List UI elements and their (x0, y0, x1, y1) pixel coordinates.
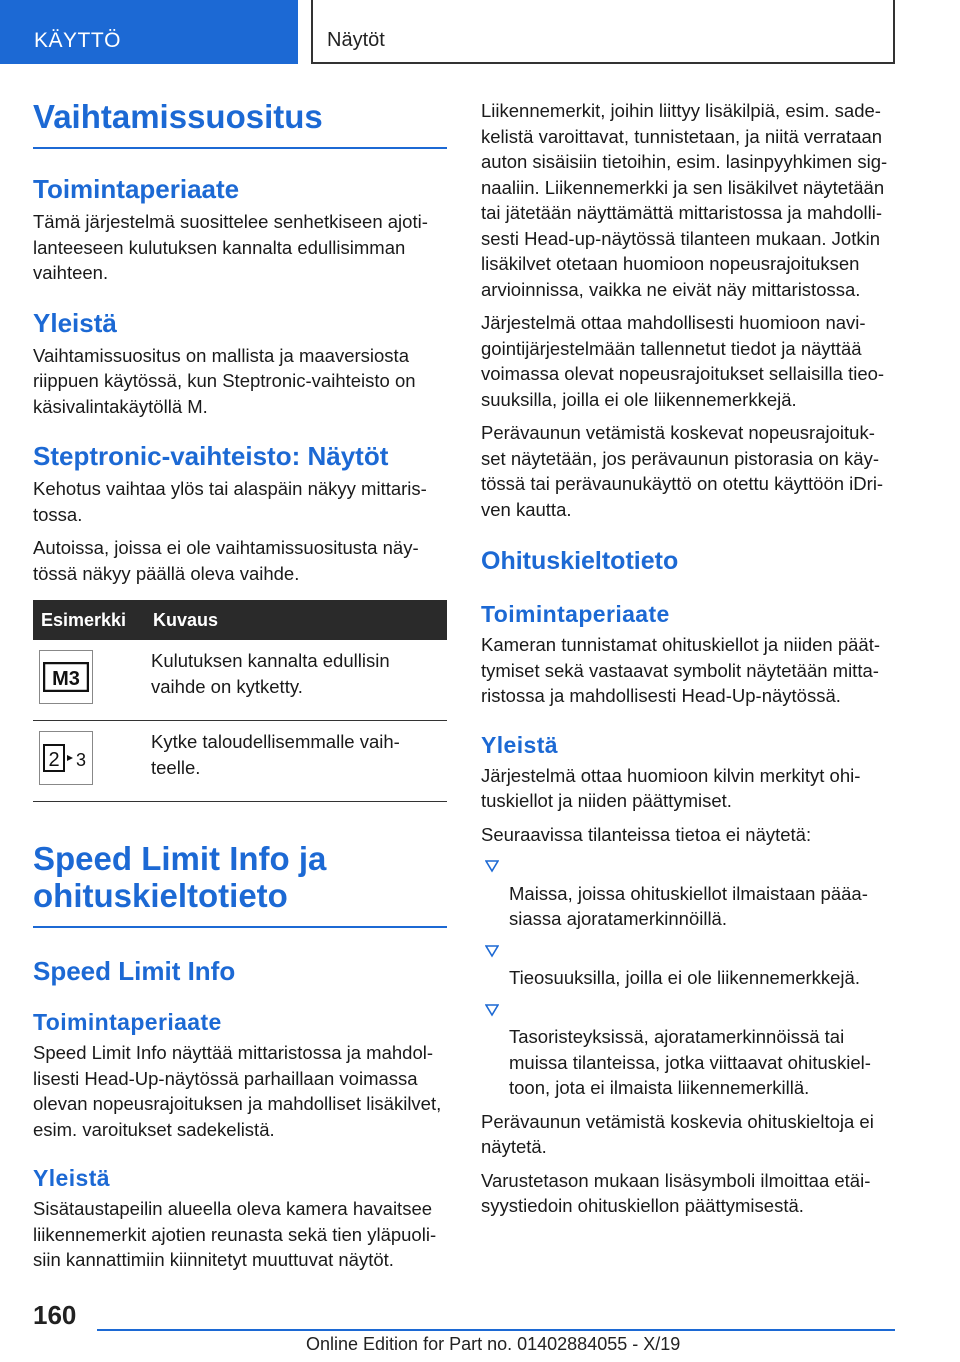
section-title-speed-limit-info: Speed Limit Info ja ohituskieltotieto (33, 840, 327, 914)
list-item (481, 855, 895, 932)
list-item-text: Maissa, joissa ohituskiellot ilmaistaan pääa- siassa ajoratamerkinnöillä. (509, 882, 868, 929)
heading-ohituskieltotieto: Ohituskieltotieto (481, 547, 679, 575)
subheading-yleista: Yleistä (481, 731, 558, 758)
subheading-yleista: Yleistä (33, 1165, 110, 1191)
table-cell-icon (33, 721, 145, 802)
table-header-esimerkki: Esimerkki (33, 600, 145, 640)
paragraph-navigointi: Järjestelmä ottaa mahdollisesti huomioon navi- gointijärjestelmään tallennetut tiedot ja näyttää voimassa olevat nopeusrajoitukset sellaisilla tieo- suuksilla, joilla ei ole liikennemerkkejä. (481, 312, 885, 410)
triangle-bullet-icon (485, 1003, 499, 1017)
heading-yleista: Yleistä (33, 307, 117, 338)
table-cell-desc: Kytke taloudellisemmalle vaih- teelle. (145, 721, 447, 802)
list-item-text: Tieosuuksilla, joilla ei ole liikennemerkkejä. (509, 967, 860, 988)
paragraph-liikennemerkit: Liikennemerkit, joihin liittyy lisäkilpiä, esim. sade- kelistä varoittavat, tunnistetaan, ja niitä verrataan auton sisäisiin tietoihin, esim. lasinpyyhkimen sig- naaliin. Liikennemerkki ja sen lisäkilvet näytetään tai jätetään näyttämättä mittaristossa ja mahdolli- sesti Head-up-näytössä tilanteen mukaan. Jotkin lisäkilvet otetaan huomioon nopeusrajoituksen arvioinnissa, vaikka ne eivät näy mittaristossa. (481, 100, 888, 300)
list-item-text: Tasoristeyksissä, ajoratamerkinnöissä tai muissa tilanteissa, jotka viittaavat ohituskiel- toon, jota ei ilmaista liikennemerkillä. (509, 1026, 871, 1098)
example-table (33, 600, 447, 802)
left-column (33, 98, 447, 1273)
bullet-list (481, 855, 895, 1101)
section-title-vaihtamissuositus: Vaihtamissuositus (33, 98, 323, 135)
table-row (33, 721, 447, 802)
upshift-2-to-3-icon (39, 731, 93, 785)
paragraph-seuraavissa: Seuraavissa tilanteissa tietoa ei näytetä: (481, 823, 812, 845)
table-cell-icon (33, 640, 145, 721)
paragraph-ohitus-toimintaperiaate: Kameran tunnistamat ohituskiellot ja niiden päät- tymiset sekä vastaavat symbolit näytetään mitta- ristossa ja mahdollisesti Head-Up-näytössä. (481, 634, 881, 706)
paragraph-steptronic-1: Kehotus vaihtaa ylös tai alaspäin näkyy mittaris- tossa. (33, 478, 427, 525)
table-header-row (33, 600, 447, 640)
svg-text:M3: M3 (52, 668, 80, 690)
paragraph-varustetaso: Varustetason mukaan lisäsymboli ilmoittaa etäi- syystiedoin ohituskiellon päättymisestä. (481, 1169, 871, 1216)
paragraph-yleista: Vaihtamissuositus on mallista ja maaversiosta riippuen käytössä, kun Steptronic-vaihteisto on käsivalintakäytöllä M. (33, 344, 416, 417)
subheading-toimintaperiaate: Toimintaperiaate (481, 601, 670, 627)
heading-speed-limit-info: Speed Limit Info (33, 956, 236, 986)
triangle-bullet-icon (485, 859, 499, 873)
paragraph-sli-toimintaperiaate: Speed Limit Info näyttää mittaristossa ja mahdol- lisesti Head-Up-näytössä parhaillaan voimassa olevan nopeusrajoituksen ja mahdolliset lisäkilvet, esim. varoitukset sadekelistä. (33, 1042, 442, 1140)
paragraph-toimintaperiaate: Tämä järjestelmä suosittelee senhetkiseen ajoti- lanteeseen kulutuksen kannalta edullisimman vaihteen. (33, 211, 428, 283)
table-header-kuvaus: Kuvaus (145, 600, 447, 640)
svg-text:3: 3 (75, 750, 87, 770)
footer-edition: Online Edition for Part no. 01402884055 - X/19 (306, 1334, 681, 1354)
list-item (481, 999, 895, 1101)
heading-toimintaperiaate: Toimintaperiaate (33, 174, 240, 204)
header-chapter-tab: Näytöt (311, 0, 895, 64)
right-column (481, 98, 895, 1219)
paragraph-sli-yleista: Sisätaustapeilin alueella oleva kamera havaitsee liikennemerkit ajotien reunasta sekä tien yläpuoli- siin kannattimiin kiinnitetyt muuttuvat näytöt. (33, 1198, 437, 1270)
footer-rule (97, 1329, 895, 1331)
heading-steptronic: Steptronic-vaihteisto: Näytöt (33, 441, 389, 471)
triangle-bullet-icon (485, 944, 499, 958)
svg-text:2: 2 (48, 749, 60, 771)
header-section-tab: KÄYTTÖ (0, 0, 298, 64)
title-rule (33, 147, 447, 149)
subheading-toimintaperiaate: Toimintaperiaate (33, 1009, 222, 1035)
table-row (33, 640, 447, 721)
paragraph-steptronic-2: Autoissa, joissa ei ole vaihtamissuositusta näy- tössä näkyy päällä oleva vaihde. (33, 537, 419, 584)
page-number: 160 (33, 1300, 77, 1330)
gear-m3-icon (39, 650, 93, 704)
title-rule (33, 926, 447, 928)
paragraph-peravaunu-ohitus: Perävaunun vetämistä koskevia ohituskieltoja ei näytetä. (481, 1110, 874, 1157)
list-item (481, 940, 895, 991)
paragraph-ohitus-yleista: Järjestelmä ottaa huomioon kilvin merkityt ohi- tuskiellot ja niiden päättymiset. (481, 764, 861, 811)
paragraph-peravaunu-nopeus: Perävaunun vetämistä koskevat nopeusrajoituk- set näytetään, jos perävaunun pistorasia on käy- tössä tai perävaunukäyttö on otettu käyttöön iDri- ven kautta. (481, 422, 884, 520)
table-cell-desc: Kulutuksen kannalta edullisin vaihde on kytketty. (145, 640, 447, 721)
